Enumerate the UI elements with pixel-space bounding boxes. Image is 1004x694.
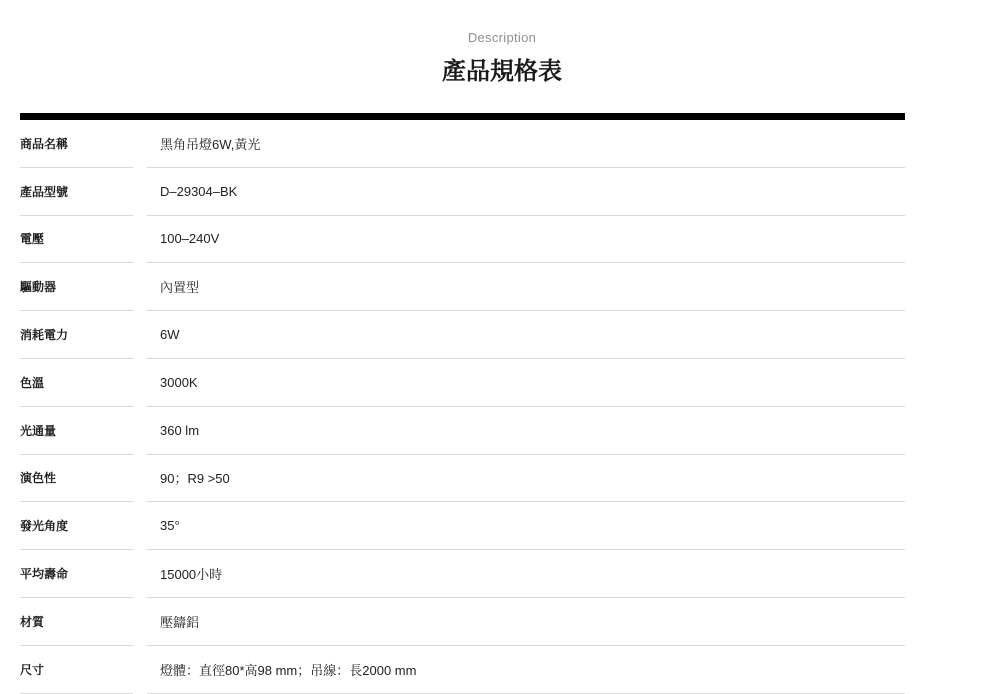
spec-value: 6W [147, 311, 905, 359]
spec-label: 光通量 [20, 407, 133, 455]
column-gap [133, 359, 147, 407]
spec-table-row [20, 598, 905, 646]
spec-value: 100–240V [147, 216, 905, 264]
spec-label: 產品型號 [20, 168, 133, 216]
column-gap [133, 168, 147, 216]
spec-label: 商品名稱 [20, 120, 133, 168]
spec-table-row [20, 455, 905, 503]
column-gap [133, 263, 147, 311]
spec-label: 色溫 [20, 359, 133, 407]
spec-table-row [20, 407, 905, 455]
spec-table-row [20, 502, 905, 550]
spec-label: 材質 [20, 598, 133, 646]
column-gap [133, 407, 147, 455]
spec-label: 平均壽命 [20, 550, 133, 598]
spec-value: 黑角吊燈6W,黃光 [147, 120, 905, 168]
column-gap [133, 455, 147, 503]
spec-value: 15000小時 [147, 550, 905, 598]
description-header [0, 0, 1004, 86]
spec-table-row [20, 550, 905, 598]
column-gap [133, 216, 147, 264]
spec-table [20, 113, 905, 694]
spec-label: 驅動器 [20, 263, 133, 311]
spec-table-row [20, 359, 905, 407]
spec-table-row [20, 120, 905, 168]
spec-table-row [20, 168, 905, 216]
column-gap [133, 646, 147, 694]
table-top-border [20, 113, 905, 120]
spec-value: 360 lm [147, 407, 905, 455]
column-gap [133, 502, 147, 550]
spec-table-row [20, 646, 905, 694]
spec-table-body [20, 120, 905, 694]
column-gap [133, 598, 147, 646]
column-gap [133, 311, 147, 359]
section-eyebrow-description: Description [467, 30, 537, 45]
spec-label: 演色性 [20, 455, 133, 503]
spec-label: 發光角度 [20, 502, 133, 550]
column-gap [133, 550, 147, 598]
spec-value: 燈體：直徑80*高98 mm；吊線：長2000 mm [147, 646, 905, 694]
spec-value: D–29304–BK [147, 168, 905, 216]
spec-table-row [20, 216, 905, 264]
spec-label: 尺寸 [20, 646, 133, 694]
spec-label: 消耗電力 [20, 311, 133, 359]
spec-value: 35° [147, 502, 905, 550]
spec-label: 電壓 [20, 216, 133, 264]
spec-value: 3000K [147, 359, 905, 407]
spec-value: 內置型 [147, 263, 905, 311]
spec-value: 壓鑄鋁 [147, 598, 905, 646]
page-title: 產品規格表 [442, 58, 562, 85]
spec-value: 90；R9 >50 [147, 455, 905, 503]
spec-table-row [20, 263, 905, 311]
spec-table-row [20, 311, 905, 359]
column-gap [133, 120, 147, 168]
